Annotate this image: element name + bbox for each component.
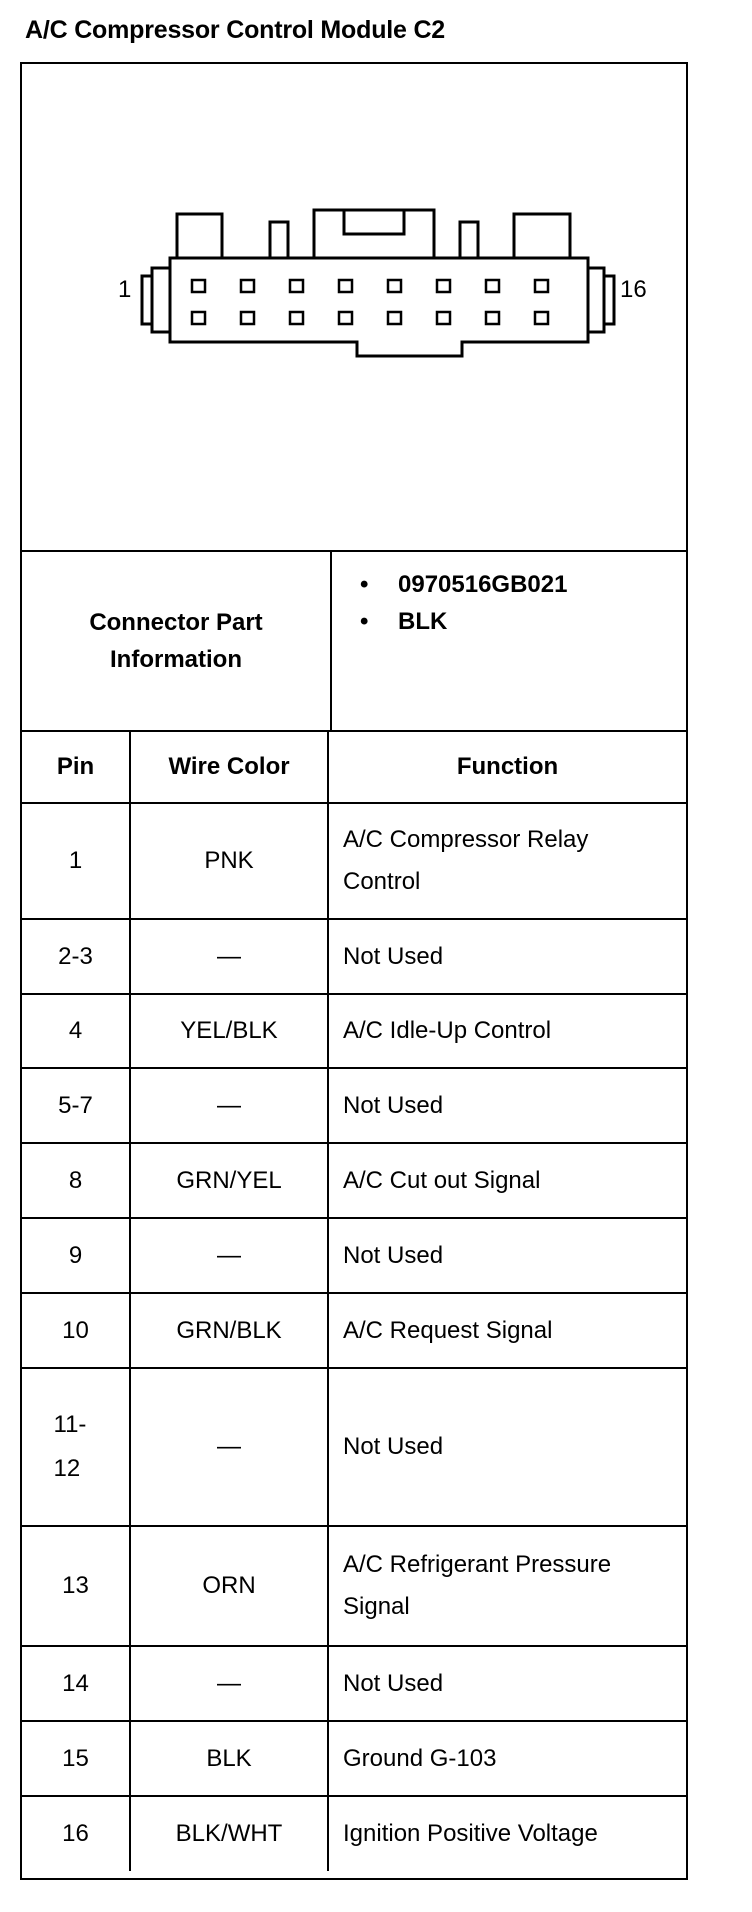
function-cell: A/C Cut out Signal	[328, 1143, 686, 1218]
pin-cell: 13	[22, 1526, 130, 1646]
function-cell: Not Used	[328, 1368, 686, 1526]
pin-cavity-14	[437, 312, 450, 324]
table-row	[22, 1646, 686, 1721]
connector-diagram	[22, 64, 686, 550]
connector-part-info-list	[360, 566, 567, 640]
pin-cavity-4	[339, 280, 352, 292]
function-cell: A/C Compressor Relay Control	[328, 803, 686, 919]
pin-cavity-12	[339, 312, 352, 324]
connector-inner-outline	[170, 268, 588, 332]
table-row	[22, 1293, 686, 1368]
header-pin: Pin	[22, 732, 130, 803]
wire-color-cell: ORN	[130, 1526, 328, 1646]
wire-color-cell: BLK	[130, 1721, 328, 1796]
table-row	[22, 1796, 686, 1871]
table-row	[22, 803, 686, 919]
pin-cavity-8	[535, 280, 548, 292]
wire-color-cell: —	[130, 1068, 328, 1143]
table-row	[22, 1143, 686, 1218]
pin-cell: 8	[22, 1143, 130, 1218]
pin-cavity-15	[486, 312, 499, 324]
table-row	[22, 1721, 686, 1796]
pin-cavity-6	[437, 280, 450, 292]
table-row	[22, 1368, 686, 1526]
connector-part-number: • 0970516GB021	[360, 566, 567, 603]
pin-cavity-1	[192, 280, 205, 292]
connector-top-tab-1	[177, 214, 222, 258]
function-cell: Ignition Positive Voltage	[328, 1796, 686, 1871]
table-row	[22, 1526, 686, 1646]
table-row	[22, 919, 686, 994]
pin-cell: 11-12	[22, 1368, 130, 1526]
wire-color-cell: GRN/BLK	[130, 1293, 328, 1368]
function-cell: Not Used	[328, 1646, 686, 1721]
connector-top-tab-5	[514, 214, 570, 258]
connector-top-tab-4	[460, 222, 478, 258]
connector-body-outline	[152, 258, 604, 356]
wire-color-cell: —	[130, 1368, 328, 1526]
pin-cell: 4	[22, 994, 130, 1068]
connector-diagram-area	[22, 64, 686, 552]
pin-start-label: 1	[118, 276, 132, 303]
connector-top-tab-3-inner	[344, 210, 404, 234]
pin-cavity-11	[290, 312, 303, 324]
pin-cavity-5	[388, 280, 401, 292]
pin-cell: 16	[22, 1796, 130, 1871]
function-cell: A/C Refrigerant Pressure Signal	[328, 1526, 686, 1646]
page-title: A/C Compressor Control Module C2	[25, 16, 446, 44]
pin-cavity-9	[192, 312, 205, 324]
pin-cell: 10	[22, 1293, 130, 1368]
pin-end-label: 16	[620, 276, 647, 303]
pin-cell: 15	[22, 1721, 130, 1796]
pin-cell: 2-3	[22, 919, 130, 994]
pin-cell: 9	[22, 1218, 130, 1293]
pin-cell: 14	[22, 1646, 130, 1721]
pin-cavity-3	[290, 280, 303, 292]
pin-cavity-10	[241, 312, 254, 324]
table-row	[22, 994, 686, 1068]
function-cell: A/C Idle-Up Control	[328, 994, 686, 1068]
wire-color-cell: —	[130, 1218, 328, 1293]
connector-part-info	[22, 552, 686, 732]
connector-color: • BLK	[360, 603, 567, 640]
wire-color-cell: PNK	[130, 803, 328, 919]
header-wire-color: Wire Color	[130, 732, 328, 803]
wire-color-cell: YEL/BLK	[130, 994, 328, 1068]
function-cell: Not Used	[328, 919, 686, 994]
function-cell: Not Used	[328, 1068, 686, 1143]
function-cell: A/C Request Signal	[328, 1293, 686, 1368]
table-header-row	[22, 732, 686, 803]
connector-part-info-label: Connector Part Information	[22, 552, 332, 730]
pin-cavity-13	[388, 312, 401, 324]
table-row	[22, 1218, 686, 1293]
function-cell: Ground G-103	[328, 1721, 686, 1796]
pinout-table	[22, 732, 686, 1871]
wire-color-cell: —	[130, 919, 328, 994]
wire-color-cell: GRN/YEL	[130, 1143, 328, 1218]
connector-top-tab-2	[270, 222, 288, 258]
header-function: Function	[328, 732, 686, 803]
pin-cavity-7	[486, 280, 499, 292]
table-row	[22, 1068, 686, 1143]
wire-color-cell: BLK/WHT	[130, 1796, 328, 1871]
wire-color-cell: —	[130, 1646, 328, 1721]
pin-cavity-16	[535, 312, 548, 324]
function-cell: Not Used	[328, 1218, 686, 1293]
pin-cell: 1	[22, 803, 130, 919]
pin-cell: 5-7	[22, 1068, 130, 1143]
connector-pin-cells	[192, 280, 548, 324]
pin-cavity-2	[241, 280, 254, 292]
connector-table-frame	[20, 62, 688, 1880]
